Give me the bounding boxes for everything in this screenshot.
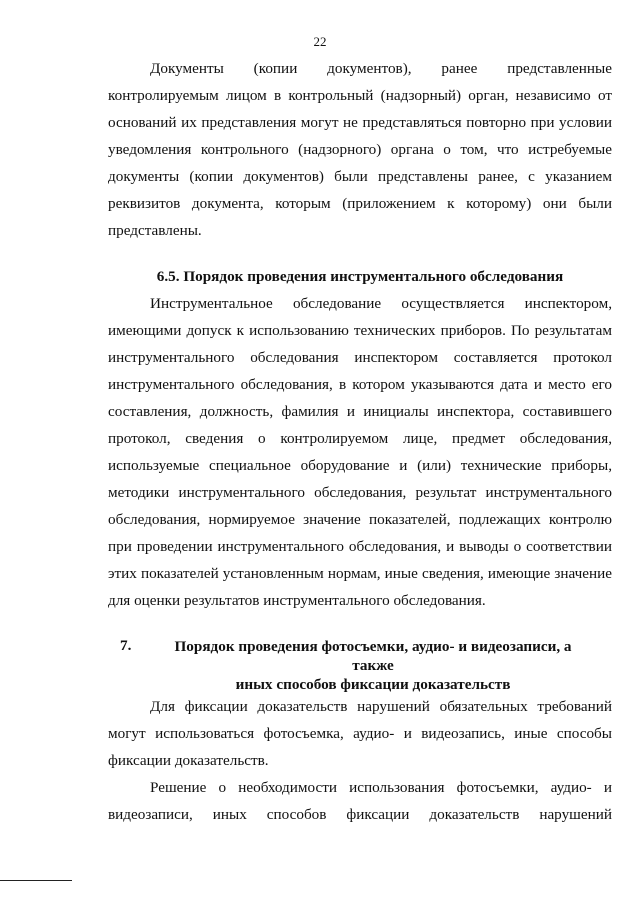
section-7-heading-line: Порядок проведения фотосъемки, аудио- и видеозаписи, а также xyxy=(174,638,572,674)
text-line: фиксации доказательств. xyxy=(108,752,269,769)
section-6-5-heading: 6.5. Порядок проведения инструментального обследования xyxy=(156,268,564,285)
text-line: методики инструментального обследования, результат инструментального xyxy=(108,484,612,501)
text-line: контролируемым лицом в контрольный (надзорный) орган, независимо от xyxy=(108,87,612,104)
section-7-heading-line: иных способов фиксации доказательств xyxy=(235,676,511,693)
text-line: оснований их представления могут не представляться повторно при условии xyxy=(108,114,612,131)
text-line: при проведении инструментального обследования, и выводы о соответствии xyxy=(108,538,612,555)
text-line: Инструментальное обследование осуществляется инспектором, xyxy=(150,295,612,312)
text-line: видеозаписи, иных способов фиксации доказательств нарушений xyxy=(108,806,612,823)
text-line: Документы (копии документов), ранее представленные xyxy=(150,60,612,77)
text-line: могут использоваться фотосъемка, аудио- и видеозапись, иные способы xyxy=(108,725,612,742)
section-6-5-paragraph xyxy=(108,290,612,614)
text-line: имеющими допуск к использованию технических приборов. По результатам xyxy=(108,322,612,339)
section-7-heading xyxy=(158,637,588,694)
paragraph-intro xyxy=(108,55,612,244)
text-line: Решение о необходимости использования фотосъемки, аудио- и xyxy=(150,779,612,796)
text-line: этих показателей установленным нормам, иные сведения, имеющие значение xyxy=(108,565,612,582)
section-7-number: 7. xyxy=(120,637,132,654)
page-number: 22 xyxy=(313,34,327,49)
text-line: протокол, сведения о контролируемом лице, предмет обследования, xyxy=(108,430,612,447)
text-line: обследования, нормируемое значение показателей, подлежащих контролю xyxy=(108,511,612,528)
text-line: реквизитов документа, которым (приложением к которому) они были xyxy=(108,195,612,212)
text-line: документы (копии документов) были представлены ранее, с указанием xyxy=(108,168,612,185)
text-line: используемые специальное оборудование и (или) технические приборы, xyxy=(108,457,612,474)
section-7-paragraph-1 xyxy=(108,693,612,774)
text-line: представлены. xyxy=(108,222,202,239)
text-line: инструментального обследования, в котором указываются дата и место его xyxy=(108,376,612,393)
text-line: Для фиксации доказательств нарушений обязательных требований xyxy=(150,698,612,715)
footnote-divider xyxy=(0,880,72,881)
section-7-paragraph-2 xyxy=(108,774,612,828)
text-line: инструментального обследования инспектором составляется протокол xyxy=(108,349,612,366)
text-line: составления, должность, фамилия и инициалы инспектора, составившего xyxy=(108,403,612,420)
text-line: для оценки результатов инструментального обследования. xyxy=(108,592,486,609)
text-line: уведомления контрольного (надзорного) органа о том, что истребуемые xyxy=(108,141,612,158)
